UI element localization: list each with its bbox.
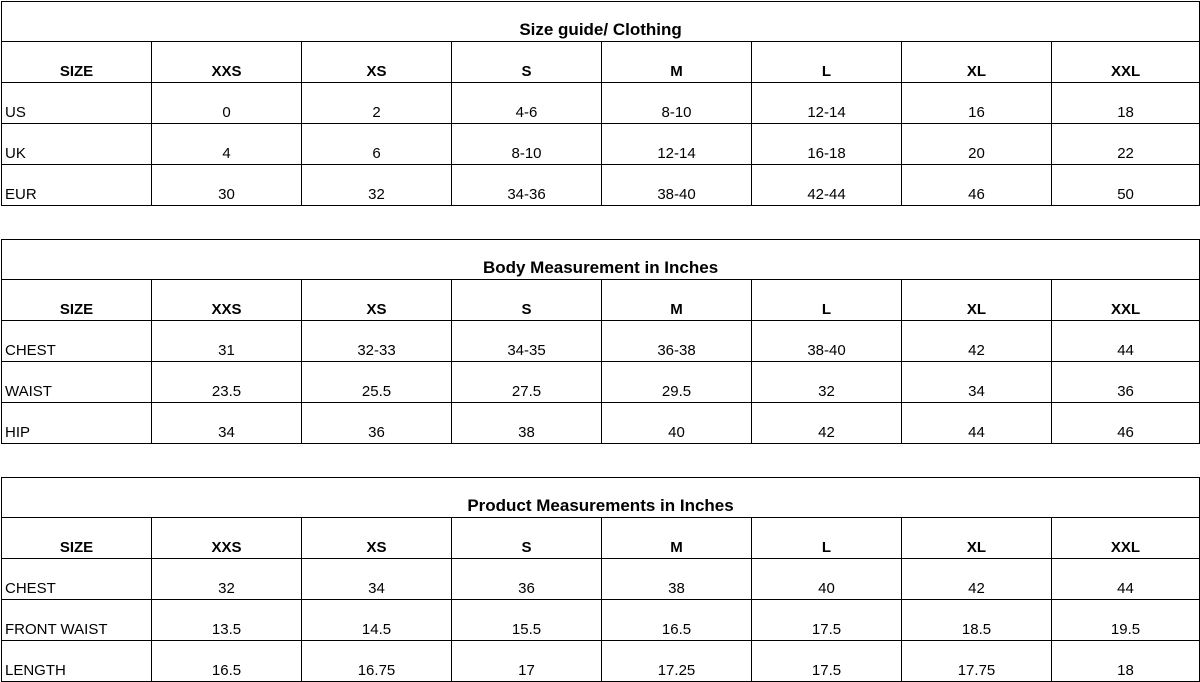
row-label-length: LENGTH: [2, 641, 152, 682]
table-cell: 16.5: [602, 600, 752, 641]
row-label-chest: CHEST: [2, 559, 152, 600]
table-cell: 44: [1052, 321, 1200, 362]
table-cell: 17.25: [602, 641, 752, 682]
table-row: [2, 403, 1200, 444]
table-row: [2, 559, 1200, 600]
table-cell: 44: [1052, 559, 1200, 600]
header-cell: XS: [302, 280, 452, 321]
table-cell: 46: [902, 165, 1052, 206]
table-cell: 34: [302, 559, 452, 600]
table-cell: 16.5: [152, 641, 302, 682]
table-cell: 38: [602, 559, 752, 600]
table-cell: 32-33: [302, 321, 452, 362]
table-cell: 0: [152, 83, 302, 124]
header-cell: S: [452, 518, 602, 559]
header-cell: XS: [302, 42, 452, 83]
table-cell: 42: [752, 403, 902, 444]
table-row: [2, 165, 1200, 206]
table-cell: 34-35: [452, 321, 602, 362]
product-table-title: Product Measurements in Inches: [2, 478, 1200, 518]
table-cell: 17.75: [902, 641, 1052, 682]
table-cell: 34: [152, 403, 302, 444]
table-cell: 32: [152, 559, 302, 600]
header-cell: XXL: [1052, 518, 1200, 559]
table-cell: 38-40: [752, 321, 902, 362]
table-cell: 29.5: [602, 362, 752, 403]
table-cell: 50: [1052, 165, 1200, 206]
row-label-chest: CHEST: [2, 321, 152, 362]
table-cell: 34: [902, 362, 1052, 403]
clothing-size-table: [1, 1, 1200, 206]
table-cell: 16.75: [302, 641, 452, 682]
table-cell: 25.5: [302, 362, 452, 403]
table-cell: 17.5: [752, 641, 902, 682]
header-cell: M: [602, 42, 752, 83]
table-cell: 8-10: [452, 124, 602, 165]
table-cell: 12-14: [602, 124, 752, 165]
table-cell: 12-14: [752, 83, 902, 124]
table-row: [2, 641, 1200, 682]
body-measurement-table: [1, 239, 1200, 444]
table-cell: 17.5: [752, 600, 902, 641]
row-label-uk: UK: [2, 124, 152, 165]
table-cell: 16-18: [752, 124, 902, 165]
table-cell: 4: [152, 124, 302, 165]
table-cell: 42: [902, 321, 1052, 362]
table-cell: 34-36: [452, 165, 602, 206]
header-cell: XXL: [1052, 280, 1200, 321]
table-row: [2, 83, 1200, 124]
header-cell: S: [452, 280, 602, 321]
product-measurement-table: [1, 477, 1200, 682]
header-cell: M: [602, 518, 752, 559]
header-cell: XL: [902, 42, 1052, 83]
row-label-us: US: [2, 83, 152, 124]
table-cell: 18: [1052, 83, 1200, 124]
table-row: [2, 124, 1200, 165]
table-cell: 46: [1052, 403, 1200, 444]
table-header-row: [2, 518, 1200, 559]
table-cell: 18.5: [902, 600, 1052, 641]
header-cell: XXS: [152, 280, 302, 321]
table-cell: 36: [302, 403, 452, 444]
body-table-title: Body Measurement in Inches: [2, 240, 1200, 280]
table-cell: 38-40: [602, 165, 752, 206]
table-cell: 40: [602, 403, 752, 444]
table-cell: 42: [902, 559, 1052, 600]
table-row: [2, 321, 1200, 362]
table-cell: 44: [902, 403, 1052, 444]
table-cell: 42-44: [752, 165, 902, 206]
table-cell: 36: [1052, 362, 1200, 403]
table-row: [2, 600, 1200, 641]
table-cell: 18: [1052, 641, 1200, 682]
table-cell: 30: [152, 165, 302, 206]
row-label-waist: WAIST: [2, 362, 152, 403]
table-cell: 2: [302, 83, 452, 124]
clothing-table-title: Size guide/ Clothing: [2, 2, 1200, 42]
table-cell: 20: [902, 124, 1052, 165]
header-cell: L: [752, 518, 902, 559]
table-cell: 13.5: [152, 600, 302, 641]
header-cell: XXS: [152, 42, 302, 83]
header-cell: XL: [902, 518, 1052, 559]
header-cell: XXS: [152, 518, 302, 559]
table-cell: 38: [452, 403, 602, 444]
table-cell: 15.5: [452, 600, 602, 641]
header-cell: XS: [302, 518, 452, 559]
table-cell: 36: [452, 559, 602, 600]
table-cell: 6: [302, 124, 452, 165]
table-cell: 14.5: [302, 600, 452, 641]
table-cell: 22: [1052, 124, 1200, 165]
header-cell: L: [752, 42, 902, 83]
table-cell: 17: [452, 641, 602, 682]
table-cell: 16: [902, 83, 1052, 124]
header-cell: SIZE: [2, 518, 152, 559]
table-cell: 8-10: [602, 83, 752, 124]
row-label-eur: EUR: [2, 165, 152, 206]
table-cell: 27.5: [452, 362, 602, 403]
table-header-row: [2, 42, 1200, 83]
header-cell: SIZE: [2, 42, 152, 83]
table-cell: 32: [752, 362, 902, 403]
header-cell: XXL: [1052, 42, 1200, 83]
table-cell: 36-38: [602, 321, 752, 362]
header-cell: M: [602, 280, 752, 321]
table-cell: 19.5: [1052, 600, 1200, 641]
table-cell: 4-6: [452, 83, 602, 124]
header-cell: SIZE: [2, 280, 152, 321]
table-cell: 23.5: [152, 362, 302, 403]
table-header-row: [2, 280, 1200, 321]
table-row: [2, 362, 1200, 403]
header-cell: S: [452, 42, 602, 83]
table-cell: 31: [152, 321, 302, 362]
row-label-front-waist: FRONT WAIST: [2, 600, 152, 641]
row-label-hip: HIP: [2, 403, 152, 444]
table-cell: 40: [752, 559, 902, 600]
header-cell: XL: [902, 280, 1052, 321]
table-cell: 32: [302, 165, 452, 206]
header-cell: L: [752, 280, 902, 321]
